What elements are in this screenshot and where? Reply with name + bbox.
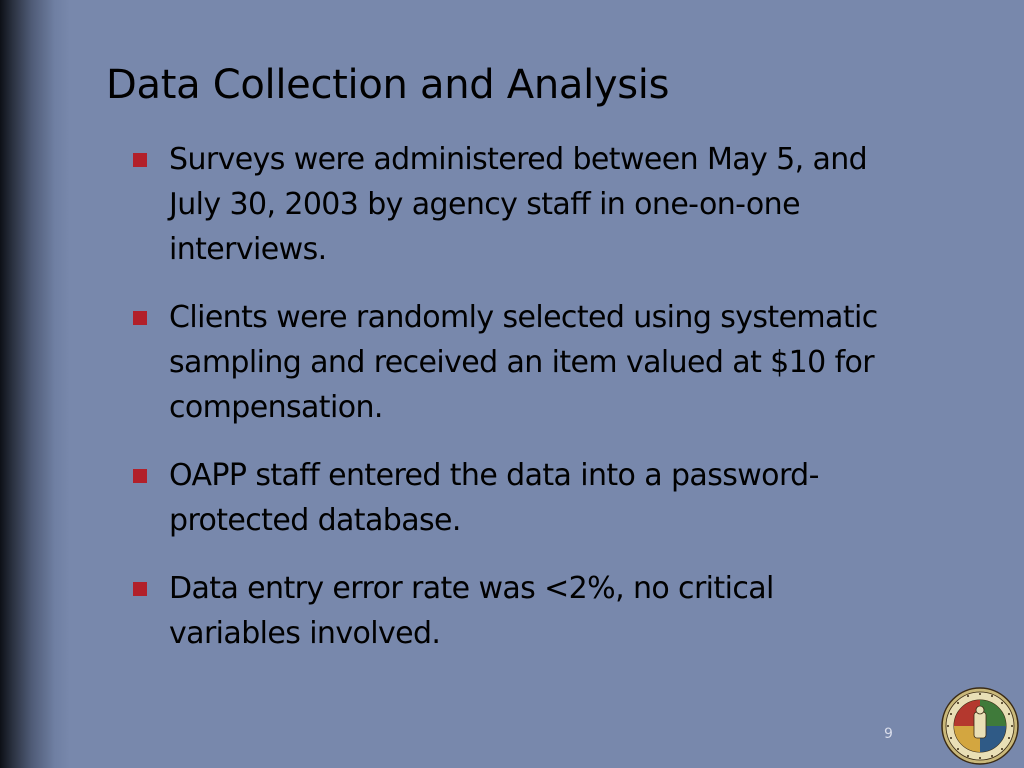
bullet-item bbox=[133, 566, 903, 656]
bullet-text: Data entry error rate was <2%, no critical variables involved. bbox=[169, 571, 774, 651]
bullet-item bbox=[133, 137, 903, 272]
bullet-item bbox=[133, 295, 903, 430]
bullet-list bbox=[133, 137, 903, 679]
left-shade-gradient bbox=[0, 0, 70, 768]
square-bullet-icon bbox=[133, 469, 147, 483]
bullet-text: Clients were randomly selected using systematic sampling and received an item valued at $10 for compensation. bbox=[169, 300, 878, 425]
bullet-item bbox=[133, 453, 903, 543]
county-seal-logo bbox=[940, 686, 1020, 766]
bullet-text: OAPP staff entered the data into a password-protected database. bbox=[169, 458, 819, 538]
slide-title: Data Collection and Analysis bbox=[106, 62, 670, 108]
square-bullet-icon bbox=[133, 582, 147, 596]
page-number: 9 bbox=[884, 726, 893, 742]
square-bullet-icon bbox=[133, 311, 147, 325]
bullet-text: Surveys were administered between May 5, and July 30, 2003 by agency staff in one-on-one interviews. bbox=[169, 142, 868, 267]
square-bullet-icon bbox=[133, 153, 147, 167]
